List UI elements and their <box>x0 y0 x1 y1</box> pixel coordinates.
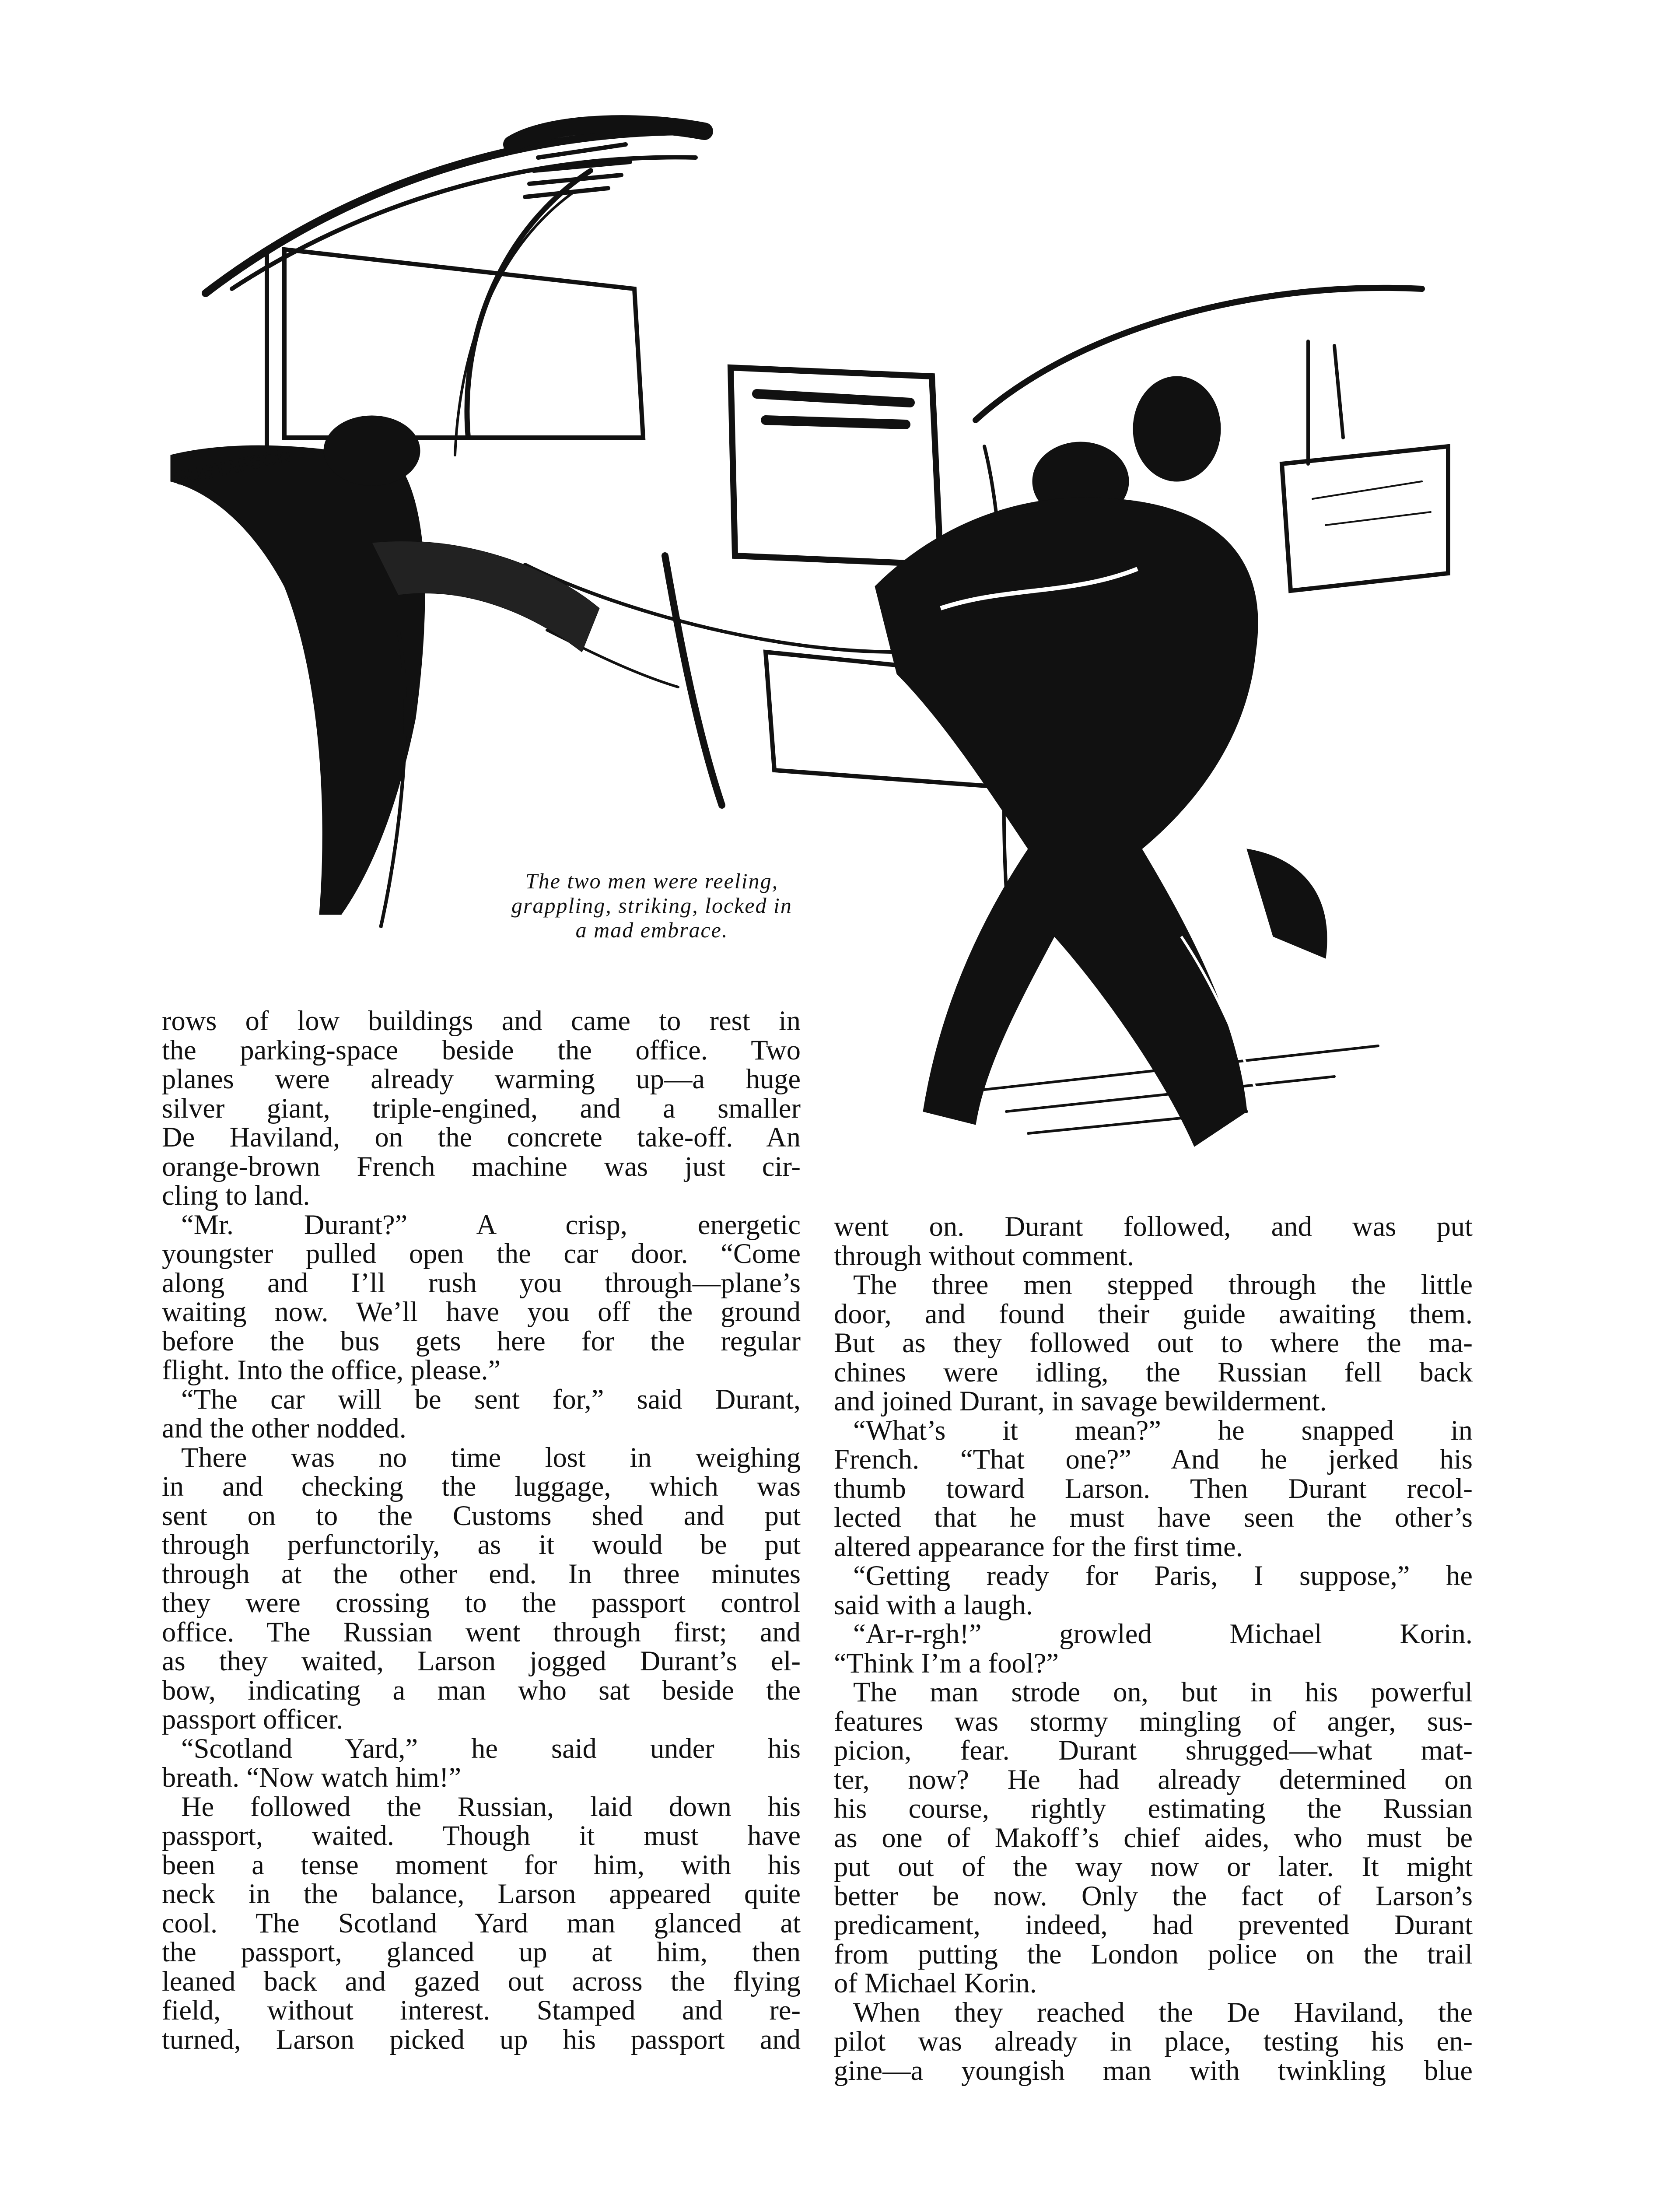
caption-line: a mad embrace. <box>575 918 728 942</box>
text-line: bow, indicating a man who sat beside the <box>162 1674 801 1706</box>
text-line: been a tense moment for him, with his <box>162 1849 801 1880</box>
text-line: He followed the Russian, laid down his <box>181 1791 801 1822</box>
text-line: passport, waited. Though it must have <box>162 1820 801 1851</box>
text-line: features was stormy mingling of anger, sus- <box>834 1705 1473 1737</box>
illustration-caption <box>438 869 866 942</box>
text-line: There was no time lost in weighing <box>181 1441 801 1473</box>
text-line: French. “That one?” And he jerked his <box>834 1444 1473 1475</box>
text-line: “Getting ready for Paris, I suppose,” he <box>853 1560 1473 1591</box>
text-line: his course, rightly estimating the Russian <box>834 1793 1473 1824</box>
text-line: thumb toward Larson. Then Durant recol- <box>834 1473 1473 1504</box>
text-line: they were crossing to the passport control <box>162 1587 801 1618</box>
grappling-men-drawing <box>875 376 1327 1147</box>
text-line: from putting the London police on the trail <box>834 1938 1473 1970</box>
text-line: turned, Larson picked up his passport and <box>162 2023 801 2055</box>
text-line: lected that he must have seen the other’s <box>834 1502 1473 1533</box>
text-line: in and checking the luggage, which was <box>162 1471 801 1502</box>
text-line: altered appearance for the first time. <box>834 1531 1243 1562</box>
text-line: planes were already warming up—a huge <box>162 1063 801 1094</box>
text-line: door, and found their guide awaiting them. <box>834 1298 1473 1329</box>
text-line: leaned back and gazed out across the flying <box>162 1965 801 1997</box>
text-line: cool. The Scotland Yard man glanced at <box>162 1907 801 1939</box>
text-line: But as they followed out to where the ma- <box>834 1327 1473 1358</box>
text-line: breath. “Now watch him!” <box>162 1762 462 1793</box>
text-line: put out of the way now or later. It might <box>834 1851 1473 1882</box>
text-line: youngster pulled open the car door. “Come <box>162 1238 801 1269</box>
text-line: better be now. Only the fact of Larson’s <box>834 1880 1473 1911</box>
text-line: of Michael Korin. <box>834 1967 1037 1999</box>
text-line: “Think I’m a fool?” <box>834 1647 1059 1679</box>
text-line: along and I’ll rush you through—plane’s <box>162 1267 801 1298</box>
text-line: said with a laugh. <box>834 1589 1033 1620</box>
caption-line: The two men were reeling, <box>525 869 779 893</box>
text-line: as one of Makoff’s chief aides, who must be <box>834 1822 1473 1853</box>
text-line: as they waited, Larson jogged Durant’s el- <box>162 1645 801 1676</box>
text-line: waiting now. We’ll have you off the ground <box>162 1296 801 1327</box>
text-line: “Ar-r-rgh!” growled Michael Korin. <box>853 1618 1473 1649</box>
text-line: When they reached the De Haviland, the <box>853 1996 1473 2028</box>
text-line: cling to land. <box>162 1180 310 1211</box>
text-line: the parking-space beside the office. Two <box>162 1034 801 1066</box>
text-line: passport officer. <box>162 1704 343 1735</box>
text-line: the passport, glanced up at him, then <box>162 1936 801 1967</box>
text-line: through at the other end. In three minutes <box>162 1558 801 1589</box>
text-line: through without comment. <box>834 1240 1134 1271</box>
text-line: flight. Into the office, please.” <box>162 1354 501 1385</box>
text-line: went on. Durant followed, and was put <box>834 1211 1473 1242</box>
text-line: neck in the balance, Larson appeared quite <box>162 1878 801 1909</box>
text-line: The three men stepped through the little <box>853 1269 1473 1300</box>
text-line: through perfunctorily, as it would be put <box>162 1529 801 1560</box>
caption-line: grappling, striking, locked in <box>511 893 792 918</box>
text-line: and joined Durant, in savage bewilderment. <box>834 1385 1327 1417</box>
text-line: The man strode on, but in his powerful <box>853 1676 1473 1708</box>
text-line: before the bus gets here for the regular <box>162 1325 801 1357</box>
text-line: silver giant, triple-engined, and a smaller <box>162 1092 801 1124</box>
artist-signature: GUSTAFSON <box>171 444 293 490</box>
text-line: field, without interest. Stamped and re- <box>162 1995 801 2026</box>
text-line: rows of low buildings and came to rest in <box>162 1005 801 1036</box>
text-line: “Mr. Durant?” A crisp, energetic <box>181 1209 801 1240</box>
text-line: sent on to the Customs shed and put <box>162 1500 801 1531</box>
text-line: picion, fear. Durant shrugged—what mat- <box>834 1735 1473 1766</box>
text-line: predicament, indeed, had prevented Durant <box>834 1909 1473 1940</box>
text-line: office. The Russian went through first; and <box>162 1616 801 1648</box>
text-line: and the other nodded. <box>162 1413 406 1444</box>
slumped-figure-drawing <box>171 416 599 928</box>
right-text-column <box>834 1212 1473 2085</box>
text-line: ter, now? He had already determined on <box>834 1764 1473 1795</box>
left-text-column <box>162 1006 801 2054</box>
text-line: chines were idling, the Russian fell back <box>834 1356 1473 1388</box>
text-line: “What’s it mean?” he snapped in <box>853 1414 1473 1446</box>
text-line: De Haviland, on the concrete take-off. An <box>162 1122 801 1153</box>
text-line: gine—a youngish man with twinkling blue <box>834 2055 1473 2086</box>
text-line: pilot was already in place, testing his en- <box>834 2026 1473 2057</box>
text-line: “The car will be sent for,” said Durant, <box>181 1383 801 1415</box>
text-line: orange-brown French machine was just cir- <box>162 1150 801 1182</box>
text-line: “Scotland Yard,” he said under his <box>181 1732 801 1764</box>
